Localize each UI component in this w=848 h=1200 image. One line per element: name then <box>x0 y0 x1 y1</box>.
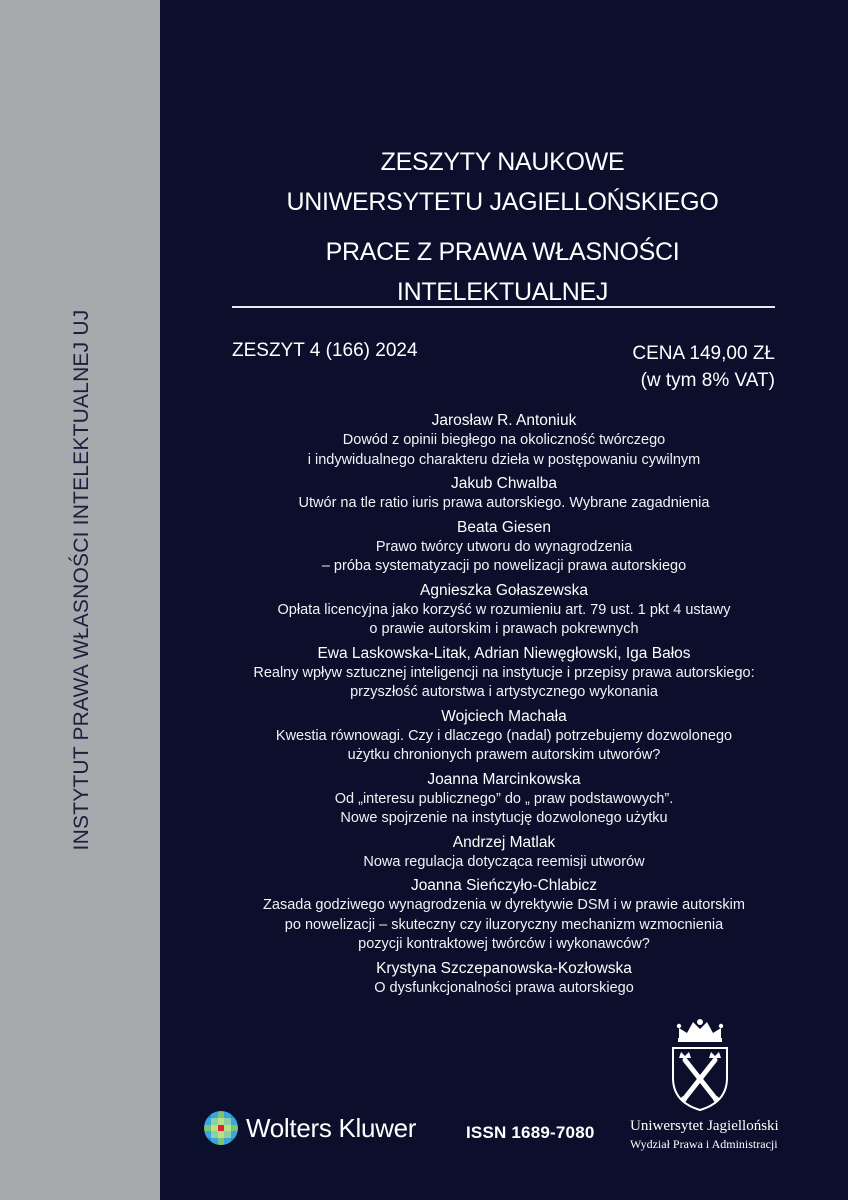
toc-article-title-line: Opłata licencyjna jako korzyść w rozumieniu art. 79 ust. 1 pkt 4 ustawy <box>277 601 731 618</box>
toc-entry <box>210 832 798 873</box>
journal-title <box>230 142 775 312</box>
toc-entry <box>210 473 798 514</box>
toc-article-title-line: Zasada godziwego wynagrodzenia w dyrektywie DSM i w prawie autorskim <box>263 897 745 913</box>
toc-author: Wojciech Machała <box>441 707 567 725</box>
journal-title-line-1: ZESZYTY NAUKOWE <box>380 148 625 176</box>
toc-author: Jakub Chwalba <box>451 475 557 492</box>
toc-author: Jarosław R. Antoniuk <box>431 412 577 429</box>
price-vat-note: (w tym 8% VAT) <box>640 370 775 391</box>
toc-author: Krystyna Szczepanowska-Kozłowska <box>376 959 632 977</box>
journal-title-line-2: UNIWERSYTETU JAGIELLOŃSKIEGO <box>286 188 719 216</box>
toc-entry <box>210 769 798 829</box>
toc-entry <box>210 517 798 577</box>
title-divider <box>232 306 775 308</box>
university-logo <box>630 1016 779 1152</box>
toc-author: Beata Giesen <box>457 518 551 536</box>
toc-article-title-line: Nowe spojrzenie na instytucję dozwolonego użytku <box>340 810 668 826</box>
spine-institute-label: INSTYTUT PRAWA WŁASNOŚCI INTELEKTUALNEJ UJ <box>70 309 93 851</box>
price-amount: CENA 149,00 ZŁ <box>632 343 775 364</box>
toc-entry <box>210 706 798 766</box>
toc-article-title-line: o prawie autorskim i prawach pokrewnych <box>369 621 639 637</box>
toc-article-title-line: użytku chronionych prawem autorskim utworów? <box>347 747 661 763</box>
toc-author: Joanna Sieńczyło-Chlabicz <box>410 877 598 894</box>
jagiellonian-crest-icon <box>667 1016 733 1112</box>
toc-author: Ewa Laskowska-Litak, Adrian Niewęgłowski, Iga Bałos <box>317 644 691 662</box>
toc-article-title-line: przyszłość autorstwa i artystycznego wykonania <box>350 684 658 700</box>
cover-panel <box>160 0 848 1200</box>
toc-entry <box>210 875 798 955</box>
issn-number: ISSN 1689-7080 <box>466 1123 595 1142</box>
toc-entry <box>210 410 798 470</box>
toc-author: Joanna Marcinkowska <box>427 770 581 788</box>
toc-article-title-line: Kwestia równowagi. Czy i dlaczego (nadal) potrzebujemy dozwolonego <box>275 727 733 744</box>
toc-article-title-line: pozycji kontraktowej twórców i wykonawców? <box>358 936 650 952</box>
toc-article-title-line: O dysfunkcjonalności prawa autorskiego <box>374 979 634 996</box>
university-name: Uniwersytet Jagielloński <box>630 1118 779 1134</box>
wolters-kluwer-globe-icon <box>204 1111 238 1145</box>
toc-entry <box>210 580 798 640</box>
toc-article-title-line: Realny wpływ sztucznej inteligencji na instytucje i przepisy prawa autorskiego: <box>253 664 755 681</box>
faculty-name: Wydział Prawa i Administracji <box>630 1137 778 1151</box>
toc-article-title-line: Prawo twórcy utworu do wynagrodzenia <box>375 538 633 555</box>
toc-entry <box>210 958 798 999</box>
toc-entry <box>210 643 798 703</box>
publisher-logo <box>204 1111 416 1145</box>
issue-number: ZESZYT 4 (166) 2024 <box>232 340 418 361</box>
price-block <box>632 340 775 394</box>
toc-article-title-line: po nowelizacji – skuteczny czy iluzoryczny mechanizm wzmocnienia <box>284 916 724 933</box>
toc-author: Agnieszka Gołaszewska <box>420 581 588 599</box>
toc-article-title-line: Od „interesu publicznego” do „ praw podstawowych”. <box>334 790 674 807</box>
toc-article-title-line: Dowód z opinii biegłego na okoliczność twórczego <box>342 432 666 448</box>
toc-article-title-line: i indywidualnego charakteru dzieła w postępowaniu cywilnym <box>307 451 701 468</box>
toc-article-title-line: Utwór na tle ratio iuris prawa autorskiego. Wybrane zagadnienia <box>298 495 710 511</box>
toc-article-title-line: – próba systematyzacji po nowelizacji prawa autorskiego <box>321 558 687 574</box>
publisher-name: Wolters Kluwer <box>246 1112 417 1143</box>
series-title: PRACE Z PRAWA WŁASNOŚCI INTELEKTUALNEJ <box>325 238 680 306</box>
table-of-contents <box>210 410 798 1001</box>
spine-band <box>0 0 160 1200</box>
toc-article-title-line: Nowa regulacja dotycząca reemisji utworów <box>363 853 645 870</box>
toc-author: Andrzej Matlak <box>452 833 556 851</box>
